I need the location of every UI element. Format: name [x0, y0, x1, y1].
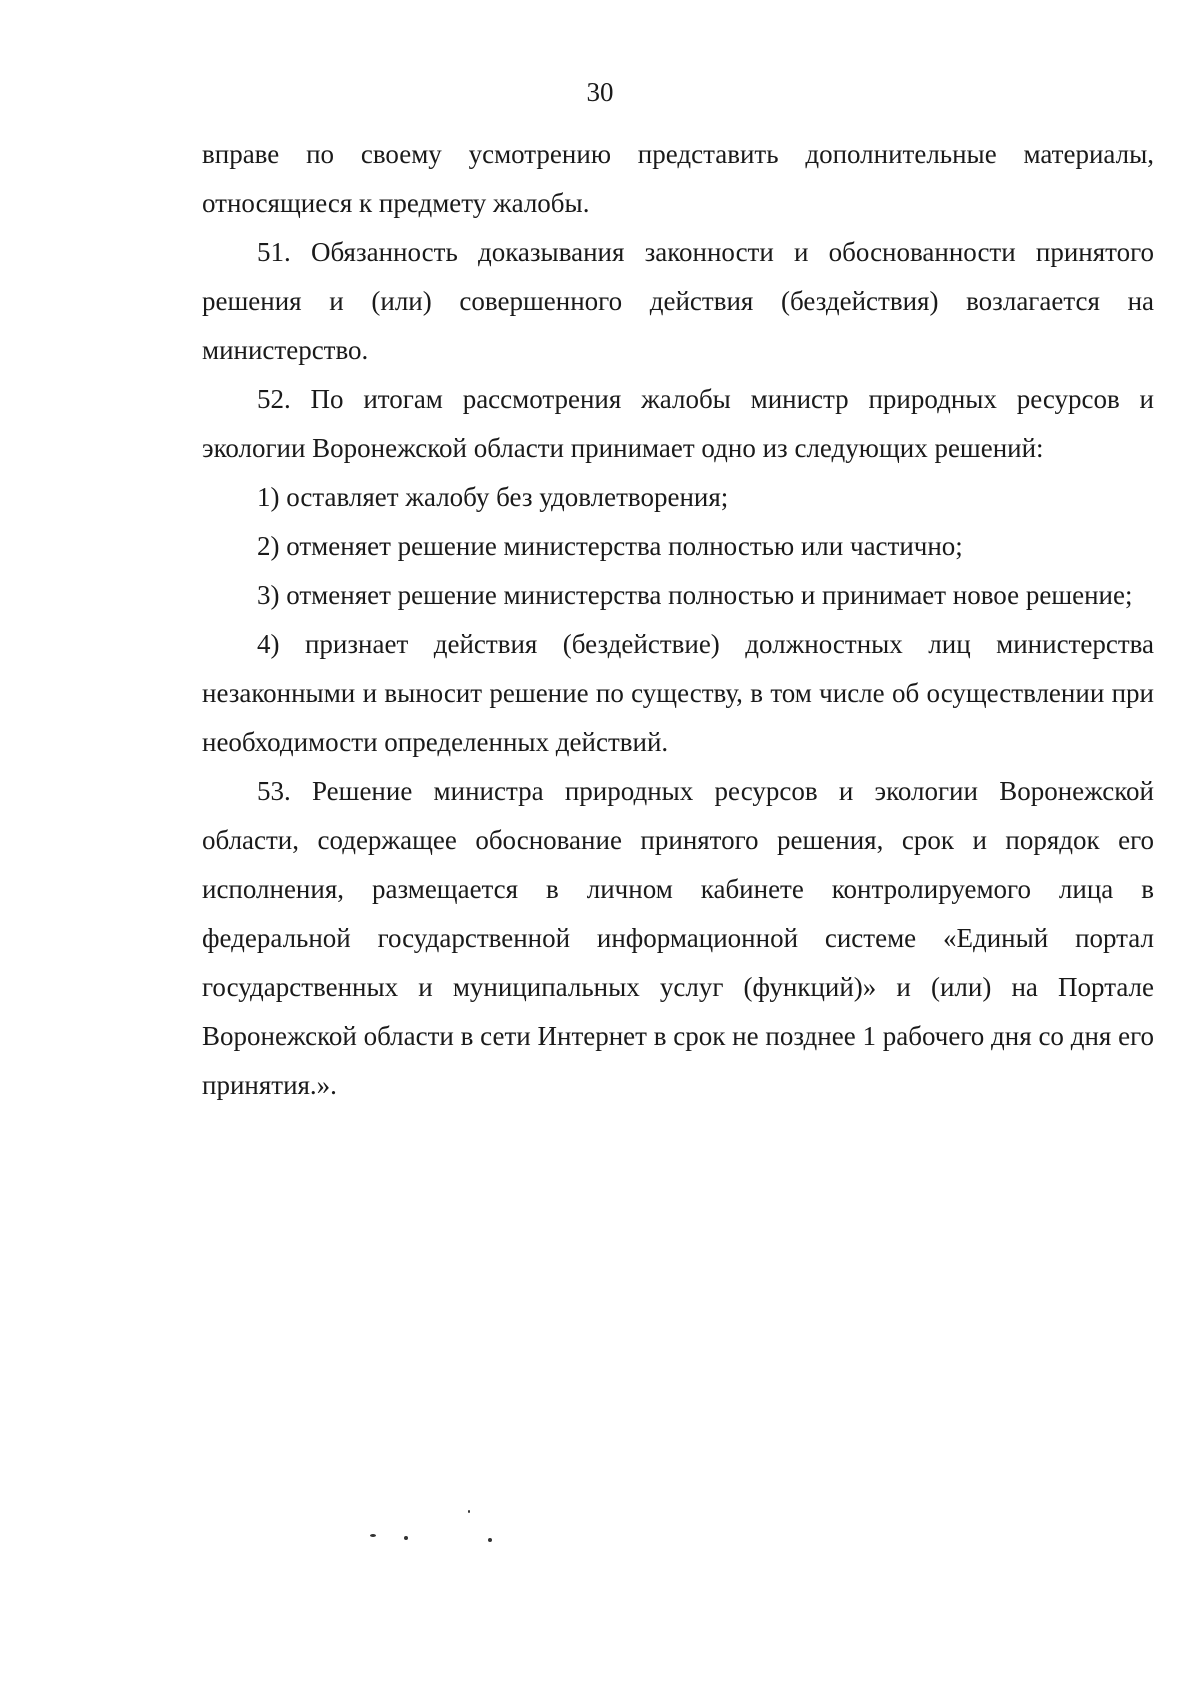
document-body [202, 130, 1154, 1110]
list-item-52-3: 3) отменяет решение министерства полностью и принимает новое решение; [257, 580, 1133, 610]
paragraph-52: 52. По итогам рассмотрения жалобы министр природных ресурсов и экологии Воронежской области принимает одно из следующих решений: [202, 384, 1154, 463]
scan-specks [360, 1510, 510, 1550]
scan-speck [488, 1538, 492, 1542]
scan-speck [370, 1534, 376, 1537]
paragraph-continuation: вправе по своему усмотрению представить дополнительные материалы, относящиеся к предмету жалобы. [202, 139, 1154, 218]
list-item-52-4: 4) признает действия (бездействие) должностных лиц министерства незаконными и выносит решение по существу, в том числе об осуществлении при необходимости определенных действий. [202, 629, 1154, 757]
list-item-52-1: 1) оставляет жалобу без удовлетворения; [257, 482, 729, 512]
scan-speck [468, 1510, 470, 1513]
paragraph-53: 53. Решение министра природных ресурсов и экологии Воронежской области, содержащее обоснование принятого решения, срок и порядок его исполнения, размещается в личном кабинете контролируемого лица в федеральной государственной информационной системе «Единый портал государственных и муниципальных услуг (функций)» и (или) на Портале Воронежской области в сети Интернет в срок не позднее 1 рабочего дня со дня его принятия.». [202, 776, 1154, 1100]
list-item-52-2: 2) отменяет решение министерства полностью или частично; [257, 531, 963, 561]
paragraph-51: 51. Обязанность доказывания законности и обоснованности принятого решения и (или) совершенного действия (бездействия) возлагается на министерство. [202, 237, 1154, 365]
scan-speck [404, 1536, 408, 1540]
page-number: 30 [586, 77, 614, 107]
